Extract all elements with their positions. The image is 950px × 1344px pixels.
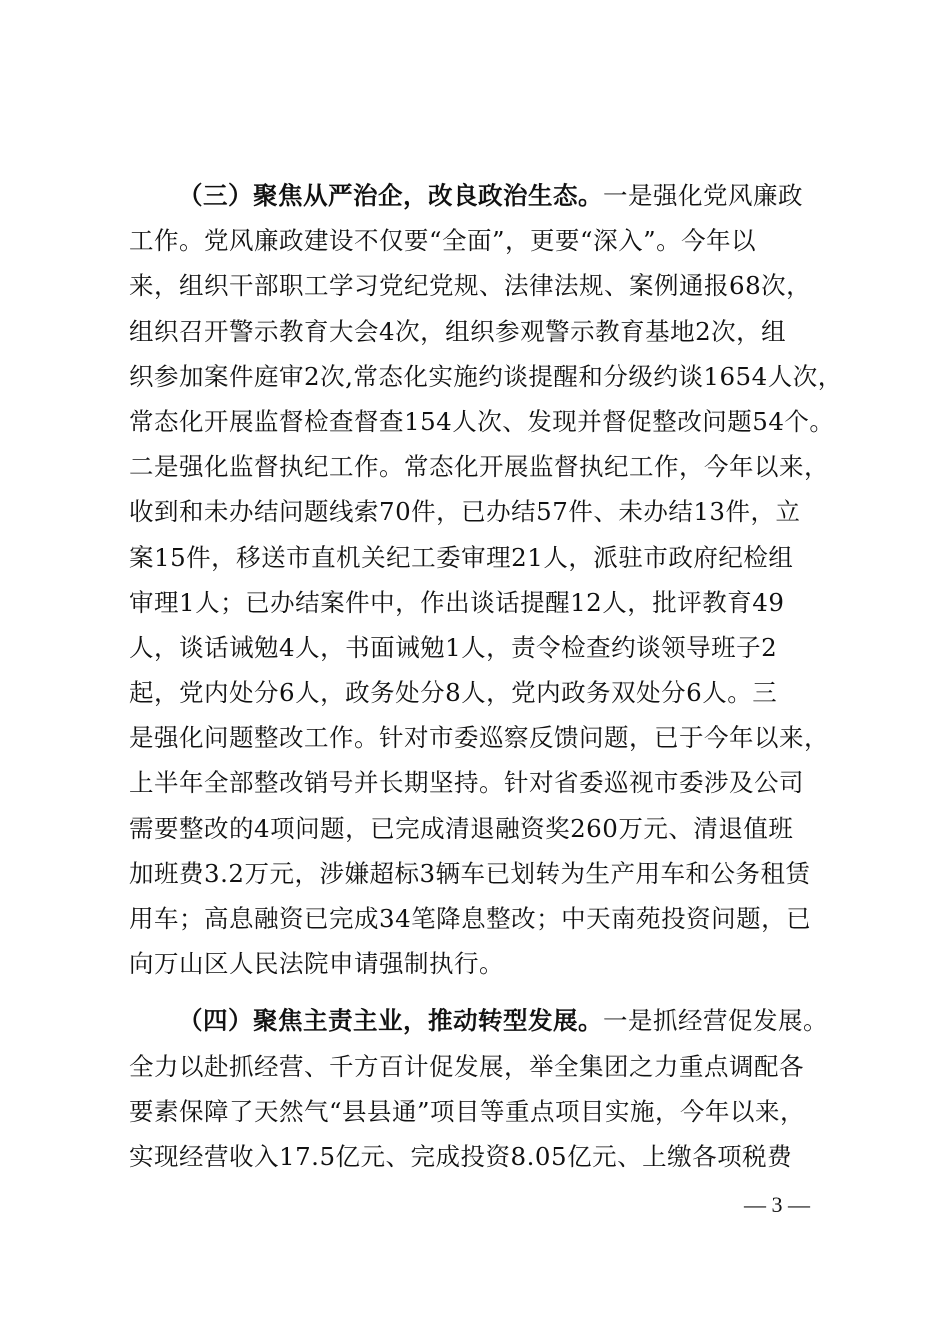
paragraph-section-3 bbox=[129, 173, 849, 986]
paragraph-line: 加班费3.2万元，涉嫌超标3辆车已划转为生产用车和公务租赁 bbox=[129, 858, 811, 888]
paragraph-line: 全力以赴抓经营、千方百计促发展，举全集团之力重点调配各 bbox=[129, 1051, 804, 1081]
paragraph-section-4 bbox=[129, 998, 849, 1179]
line-text: 一是抓经营促发展。 bbox=[603, 1006, 828, 1036]
line-text: 一是强化党风廉政 bbox=[603, 181, 803, 210]
paragraph-line: 向万山区人民法院申请强制执行。 bbox=[129, 949, 504, 979]
paragraph-line: 组织召开警示教育大会4次，组织参观警示教育基地2次，组 bbox=[129, 316, 787, 346]
paragraph-line: 人，谈话诫勉4人，书面诫勉1人，责令检查约谈领导班子2 bbox=[129, 632, 778, 662]
page-number: — 3 — bbox=[744, 1192, 810, 1217]
paragraph-line: 用车；高息融资已完成34笔降息整改；中天南苑投资问题，已 bbox=[129, 904, 812, 933]
paragraph-line: 二是强化监督执纪工作。常态化开展监督执纪工作，今年以来， bbox=[129, 452, 829, 482]
body-text bbox=[129, 173, 849, 1179]
paragraph-line bbox=[129, 173, 849, 218]
section-heading: （四）聚焦主责主业，推动转型发展。 bbox=[178, 1006, 603, 1036]
paragraph-line: 工作。党风廉政建设不仅要“全面”，更要“深入”。今年以 bbox=[129, 226, 757, 256]
paragraph-line: 案15件，移送市直机关纪工委审理21人，派驻市政府纪检组 bbox=[129, 542, 794, 572]
paragraph-line: 要素保障了天然气“县县通”项目等重点项目实施，今年以来， bbox=[129, 1096, 806, 1126]
paragraph-line: 是强化问题整改工作。针对市委巡察反馈问题，已于今年以来， bbox=[129, 723, 829, 753]
paragraph-line: 实现经营收入17.5亿元、完成投资8.05亿元、上缴各项税费 bbox=[129, 1141, 793, 1171]
paragraph-line: 收到和未办结问题线索70件，已办结57件、未办结13件，立 bbox=[129, 497, 801, 527]
paragraph-line: 来，组织干部职工学习党纪党规、法律法规、案例通报68次， bbox=[129, 271, 812, 301]
paragraph-line: 审理1人；已办结案件中，作出谈话提醒12人，批评教育49 bbox=[129, 587, 785, 617]
paragraph-line bbox=[129, 998, 849, 1043]
paragraph-line: 起，党内处分6人，政务处分8人，党内政务双处分6人。三 bbox=[129, 678, 778, 708]
paragraph-line: 常态化开展监督检查督查154人次、发现并督促整改问题54个。 bbox=[129, 406, 835, 436]
paragraph-line: 织参加案件庭审2次,常态化实施约谈提醒和分级约谈1654人次， bbox=[129, 361, 843, 391]
section-heading: （三）聚焦从严治企，改良政治生态。 bbox=[178, 181, 603, 210]
paragraph-line: 需要整改的4项问题，已完成清退融资奖260万元、清退值班 bbox=[129, 813, 794, 843]
paragraph-line: 上半年全部整改销号并长期坚持。针对省委巡视市委涉及公司 bbox=[129, 768, 804, 798]
